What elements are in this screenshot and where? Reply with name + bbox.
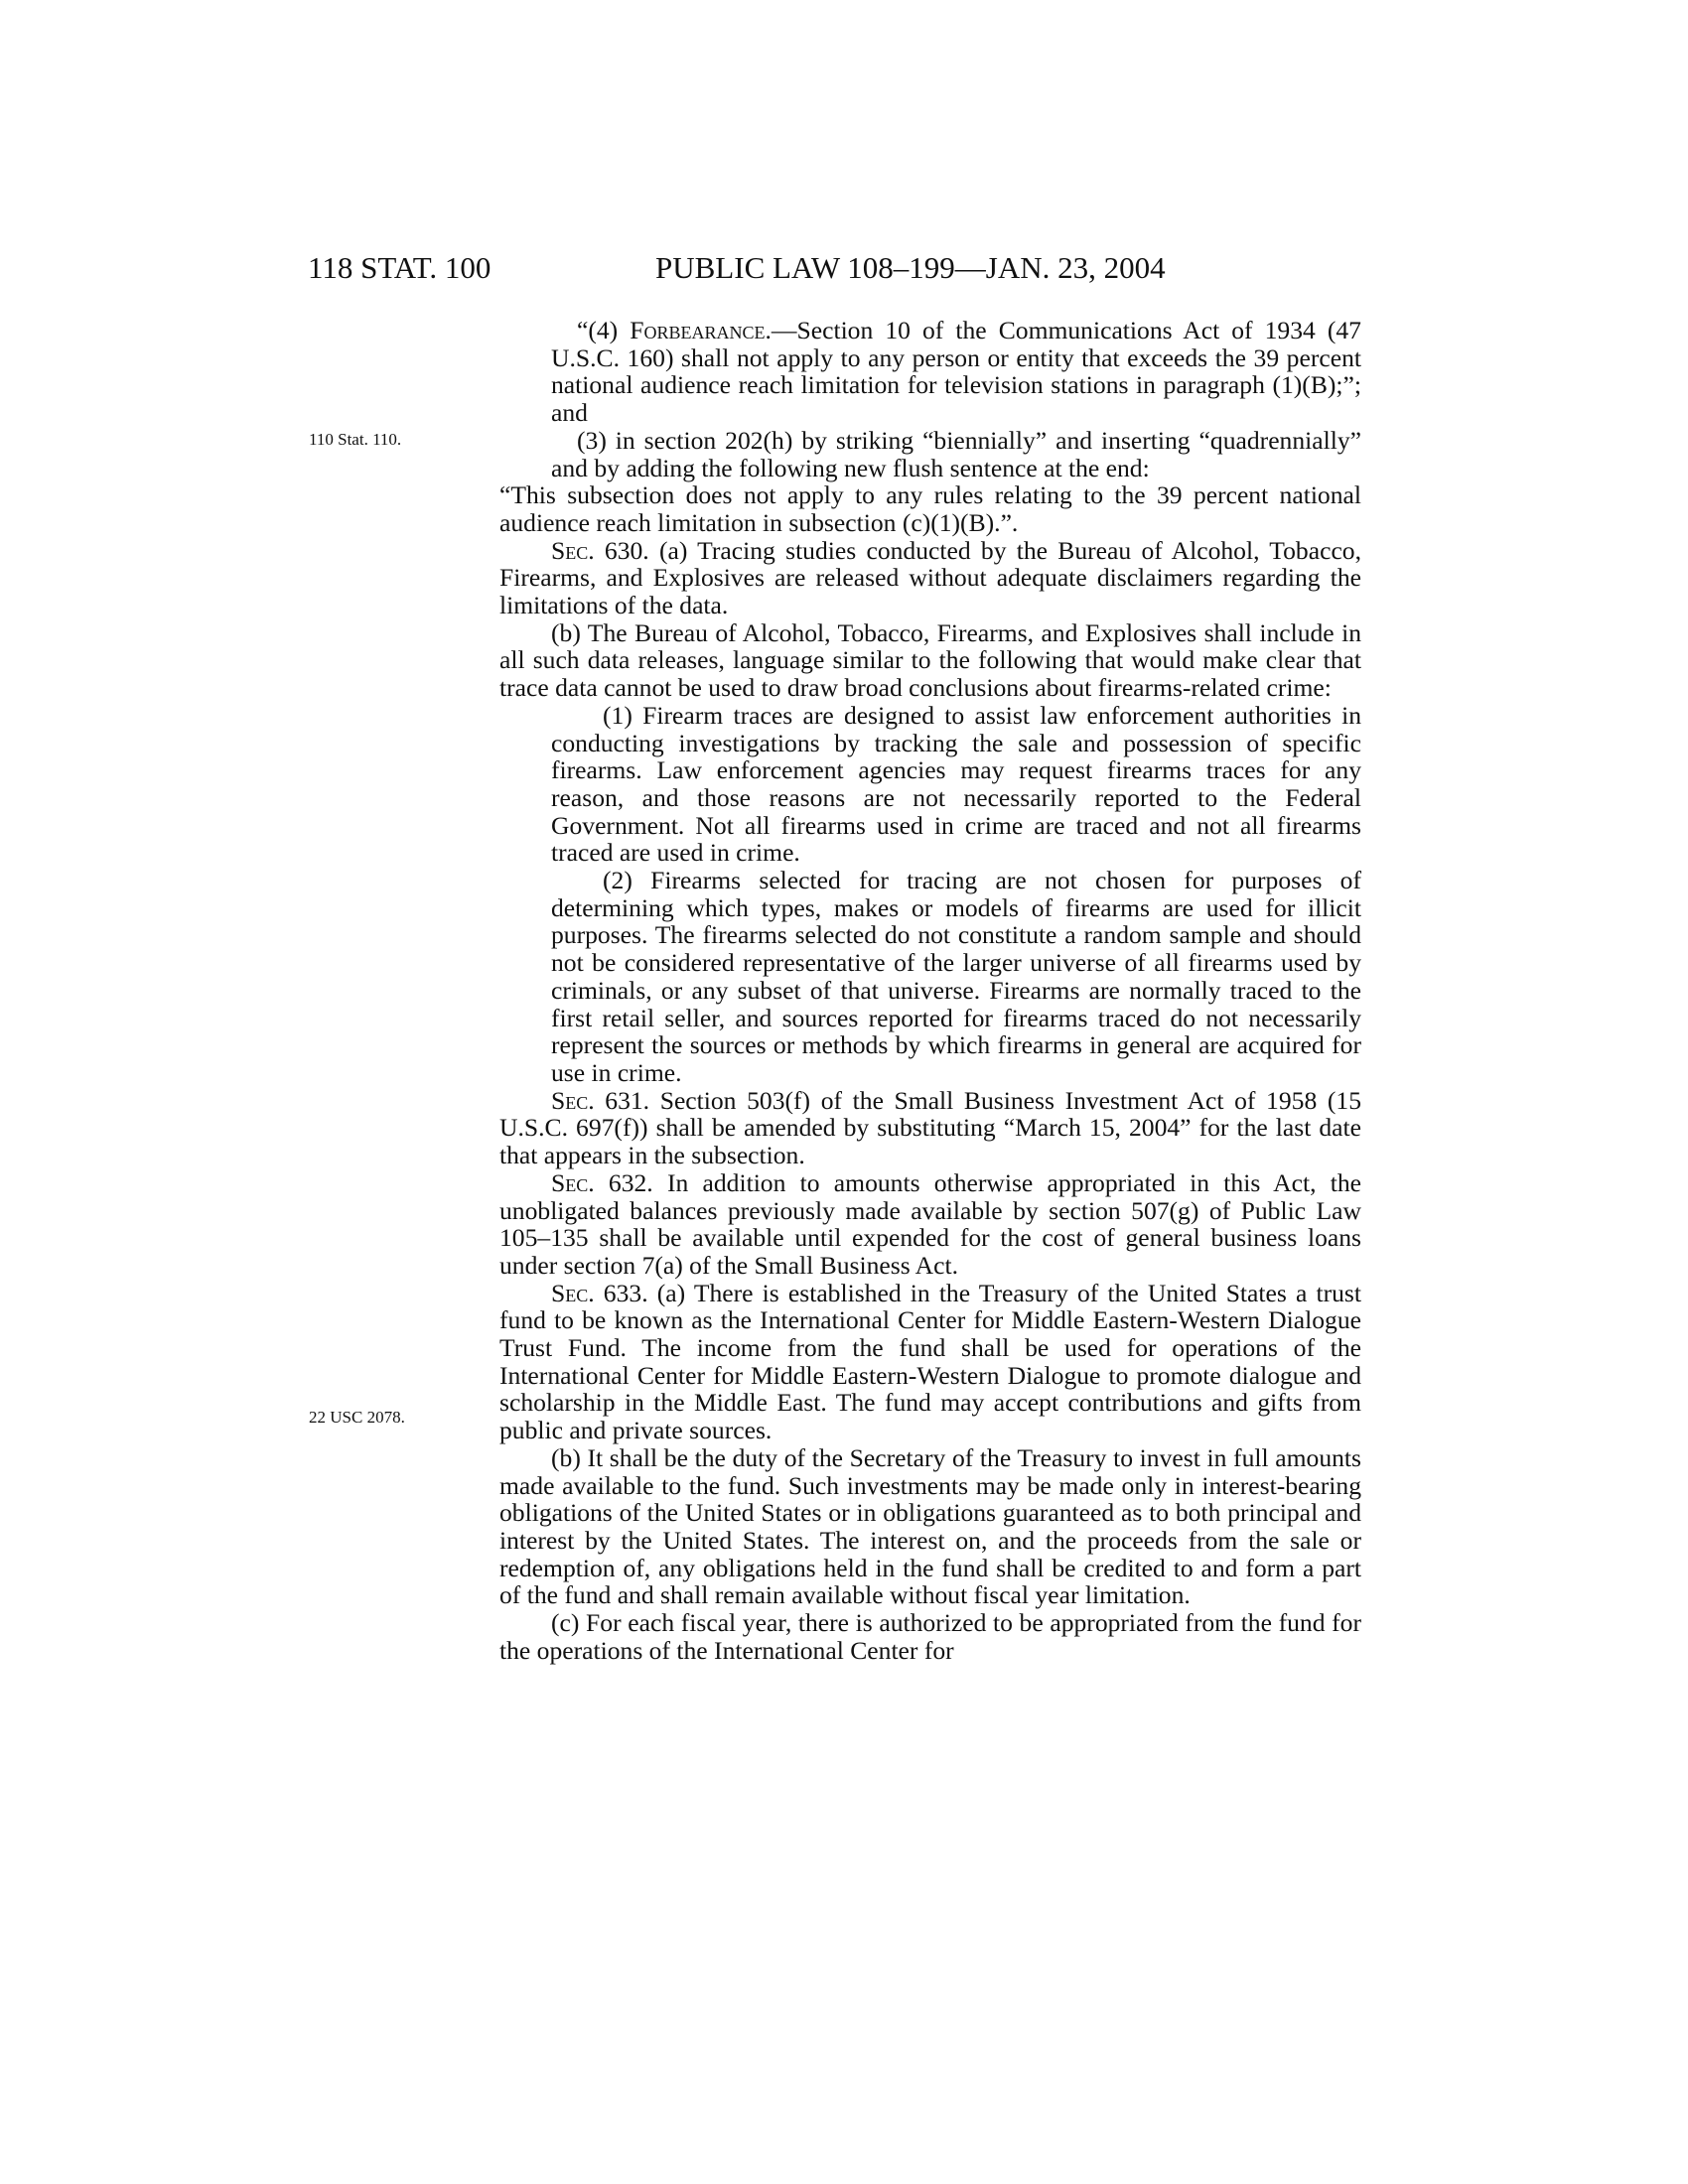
margin-note-110-stat: 110 Stat. 110. bbox=[309, 430, 402, 449]
document-body bbox=[499, 317, 1361, 1664]
paragraph-sec-631: Sec. 631. Section 503(f) of the Small Business Investment Act of 1958 (15 U.S.C. 697(f)) shall be amended by substituting “March 15, 2004” for the last date that appears in the subsection. bbox=[499, 1085, 1361, 1170]
running-head-title: PUBLIC LAW 108–199—JAN. 23, 2004 bbox=[655, 250, 1166, 285]
paragraph-sec-633a: Sec. 633. (a) There is established in the Treasury of the United States a trust fund to be known as the International Center for Middle Eastern-Western Dialogue Trust Fund. The income from the fund shall be used for operations of the International Center for Middle Eastern-Western Dialogue to promote dialogue and scholarship in the Middle East. The fund may accept contributions and gifts from public and private sources. bbox=[499, 1278, 1361, 1445]
paragraph-sec-633c: (c) For each fiscal year, there is authorized to be appropriated from the fund for the operations of the International Center for bbox=[499, 1608, 1361, 1665]
paragraph-sec-630a: Sec. 630. (a) Tracing studies conducted by the Bureau of Alcohol, Tobacco, Firearms, and Explosives are released without adequate disclaimers regarding the limitations of the data. bbox=[499, 535, 1361, 620]
paragraph-firearm-traces-2: (2) Firearms selected for tracing are not chosen for purposes of determining which types, makes or models of firearms are used for illicit purposes. The firearms selected do not constitute a random sample and should not be considered representative of the larger universe of all firearms used by criminals, or any subset of that universe. Firearms are normally traced to the first retail seller, and sources reported for firearms traced do not necessarily represent the sources or methods by which firearms in general are acquired for use in crime. bbox=[551, 866, 1361, 1087]
paragraph-firearm-traces-1: (1) Firearm traces are designed to assist law enforcement authorities in conducting investigations by tracking the sale and possession of specific firearms. Law enforcement agencies may request firearms traces for any reason, and those reasons are not necessarily reported to the Federal Government. Not all firearms used in crime are traced and not all firearms traced are used in crime. bbox=[551, 700, 1361, 868]
paragraph-sec-633b: (b) It shall be the duty of the Secretary of the Treasury to invest in full amounts made available to the fund. Such investments may be made only in interest-bearing obligations of the United States or in obligations guaranteed as to both principal and interest by the United States. The interest on, and the proceeds from the sale or redemption of, any obligations held in the fund shall be credited to and form a part of the fund and shall remain available without fiscal year limitation. bbox=[499, 1442, 1361, 1610]
paragraph-section-202h: (3) in section 202(h) by striking “biennially” and inserting “quadrennially” and by adding the following new flush sentence at the end: bbox=[551, 425, 1361, 482]
paragraph-sec-632: Sec. 632. In addition to amounts otherwise appropriated in this Act, the unobligated balances previously made available by section 507(g) of Public Law 105–135 shall be available until expended for the cost of general business loans under section 7(a) of the Small Business Act. bbox=[499, 1167, 1361, 1280]
paragraph-sec-630b: (b) The Bureau of Alcohol, Tobacco, Firearms, and Explosives shall include in all such data releases, language similar to the following that would make clear that trace data cannot be used to draw broad conclusions about firearms-related crime: bbox=[499, 617, 1361, 703]
paragraph-forbearance: “(4) Forbearance.—Section 10 of the Communications Act of 1934 (47 U.S.C. 160) shall not apply to any person or entity that exceeds the 39 percent national audience reach limitation for television stations in paragraph (1)(B);”; and bbox=[551, 316, 1361, 428]
margin-note-22-usc: 22 USC 2078. bbox=[309, 1408, 405, 1427]
stat-page-number: 118 STAT. 100 bbox=[308, 250, 492, 285]
paragraph-flush-sentence: “This subsection does not apply to any rules relating to the 39 percent national audience reach limitation in subsection (c)(1)(B).”. bbox=[499, 480, 1361, 537]
